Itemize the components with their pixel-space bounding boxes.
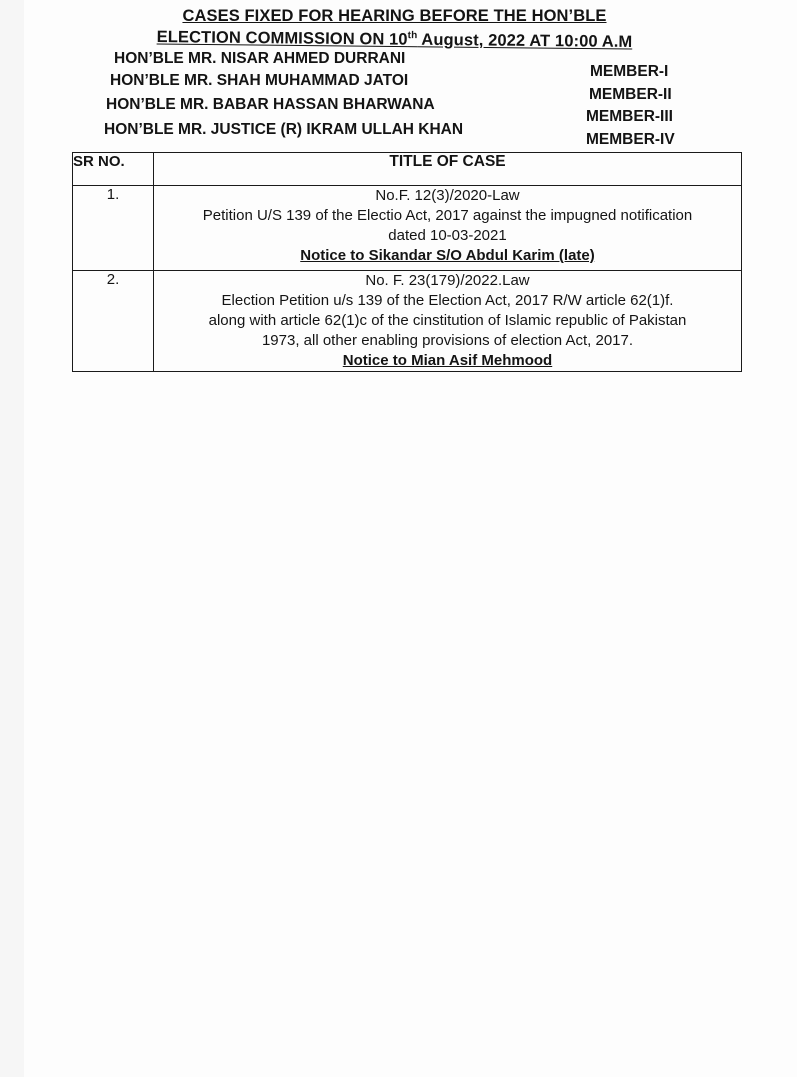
heading-line-1: CASES FIXED FOR HEARING BEFORE THE HON’BLE bbox=[182, 7, 607, 25]
member-role: MEMBER-I bbox=[590, 63, 669, 80]
case-title-cell bbox=[154, 186, 742, 271]
cases-table bbox=[72, 152, 742, 372]
case-description: along with article 62(1)c of the cinstitution of Islamic republic of Pakistan bbox=[208, 312, 687, 329]
case-title-cell bbox=[154, 271, 742, 372]
member-name: HON’BLE MR. BABAR HASSAN BHARWANA bbox=[106, 96, 435, 113]
case-description: dated 10-03-2021 bbox=[388, 227, 507, 244]
heading-line-2-start: ELECTION COMMISSION ON 10 bbox=[156, 28, 408, 49]
member-name: HON’BLE MR. SHAH MUHAMMAD JATOI bbox=[110, 72, 409, 89]
heading-line-2-end: August, 2022 AT 10:00 A.M bbox=[417, 30, 633, 51]
case-file-number: No.F. 12(3)/2020-Law bbox=[375, 187, 520, 204]
member-role: MEMBER-II bbox=[589, 86, 672, 103]
member-role: MEMBER-III bbox=[586, 108, 673, 125]
case-sr-number: 1. bbox=[73, 186, 154, 271]
column-header-title: TITLE OF CASE bbox=[154, 153, 742, 186]
member-name: HON’BLE MR. NISAR AHMED DURRANI bbox=[114, 50, 406, 67]
table-row bbox=[73, 186, 742, 271]
case-description: 1973, all other enabling provisions of election Act, 2017. bbox=[261, 332, 634, 349]
heading-ordinal-suffix: th bbox=[407, 30, 418, 42]
case-notice: Notice to Mian Asif Mehmood bbox=[342, 352, 553, 369]
table-row bbox=[73, 271, 742, 372]
case-file-number: No. F. 23(179)/2022.Law bbox=[365, 272, 530, 289]
case-description: Petition U/S 139 of the Electio Act, 2017 against the impugned notification bbox=[202, 207, 693, 224]
member-role: MEMBER-IV bbox=[586, 131, 675, 148]
case-description: Election Petition u/s 139 of the Election Act, 2017 R/W article 62(1)f. bbox=[221, 292, 674, 309]
case-sr-number: 2. bbox=[73, 271, 154, 372]
member-name: HON’BLE MR. JUSTICE (R) IKRAM ULLAH KHAN bbox=[104, 121, 464, 138]
table-header-row bbox=[73, 153, 742, 186]
column-header-sr-no: SR NO. bbox=[73, 153, 154, 186]
case-notice: Notice to Sikandar S/O Abdul Karim (late) bbox=[300, 247, 595, 264]
